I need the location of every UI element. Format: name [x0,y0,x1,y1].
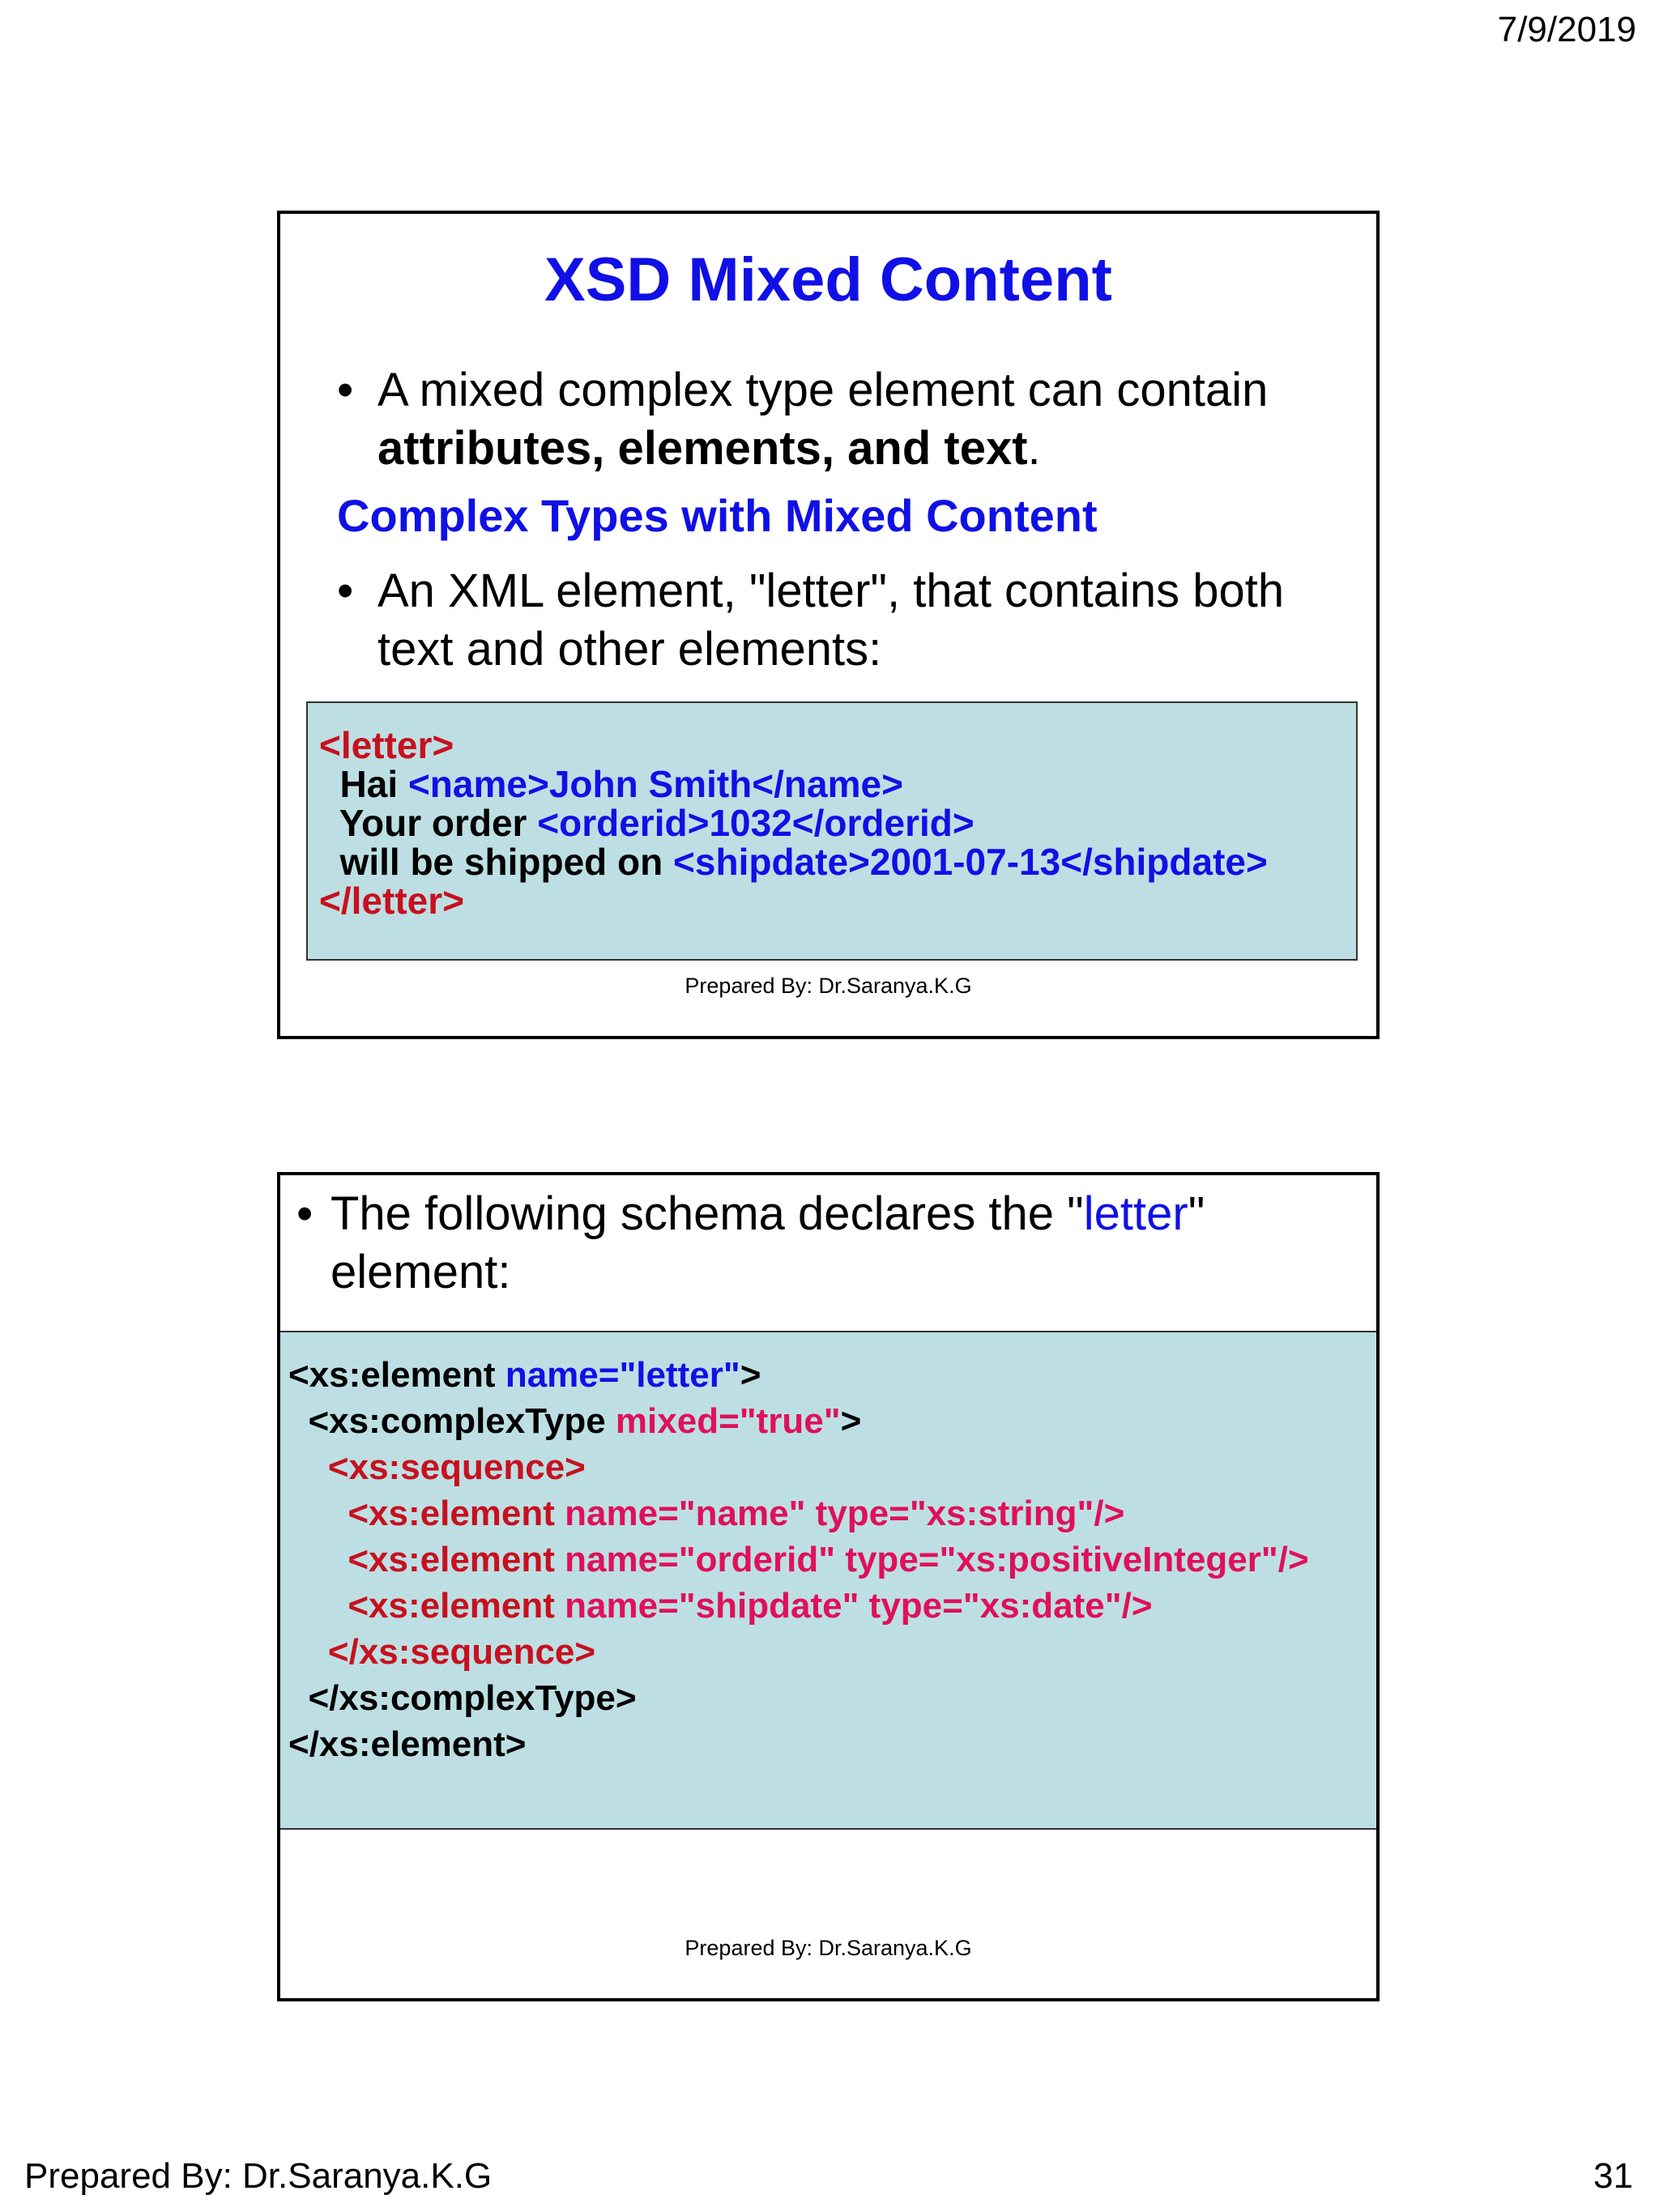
page-number: 31 [1593,2156,1633,2196]
code-line: </letter> [319,880,464,922]
code-line: </xs:element> [288,1724,527,1764]
bullet-text: An XML element, "letter", that contains both text and other elements: [377,565,1285,676]
bullet-text-highlight: letter [1083,1187,1188,1240]
xml-code-block [306,701,1358,961]
bullet-icon: • [296,1187,313,1240]
slide-title: XSD Mixed Content [544,245,1112,314]
code-line: <xs:element name="orderid" type="xs:positiveInteger"/> [288,1540,1309,1579]
bullet-mixed-complex-type [337,361,1333,478]
code-line: <xs:element name="letter"> [288,1355,761,1395]
code-line: </xs:complexType> [288,1678,637,1718]
prepared-by: Prepared By: Dr.Saranya.K.G [684,974,972,998]
slide-1 [277,211,1380,1039]
slide-2 [277,1172,1380,2001]
bullet-letter-element [337,562,1285,679]
code-line: Your order <orderid>1032</orderid> [319,802,975,844]
schema-code-block [280,1331,1376,1830]
bullet-schema-declares [296,1185,1335,1302]
code-line: <letter> [319,724,454,766]
subheading: Complex Types with Mixed Content [337,490,1098,541]
bullet-text-suffix: " element: [331,1187,1205,1298]
prepared-by: Prepared By: Dr.Saranya.K.G [684,1936,972,1960]
bullet-text-prefix: The following schema declares the " [331,1187,1084,1240]
code-line: <xs:element name="shipdate" type="xs:date"/> [288,1586,1153,1626]
page-date: 7/9/2019 [1497,10,1636,49]
bullet-text-prefix: A mixed complex type element can contain [377,364,1269,416]
code-line: <xs:complexType mixed="true"> [288,1401,862,1441]
code-line: Hai <name>John Smith</name> [319,763,903,805]
bullet-text-bold: attributes, elements, and text [377,422,1028,475]
code-line: </xs:sequence> [288,1632,596,1672]
footer-prepared-by: Prepared By: Dr.Saranya.K.G [24,2156,493,2196]
bullet-icon: • [337,565,354,617]
code-line: will be shipped on <shipdate>2001-07-13</shipdate> [319,841,1268,883]
bullet-text-suffix: . [1027,422,1041,475]
code-line: <xs:element name="name" type="xs:string"/> [288,1494,1125,1533]
code-line: <xs:sequence> [288,1447,586,1487]
bullet-icon: • [337,364,354,416]
